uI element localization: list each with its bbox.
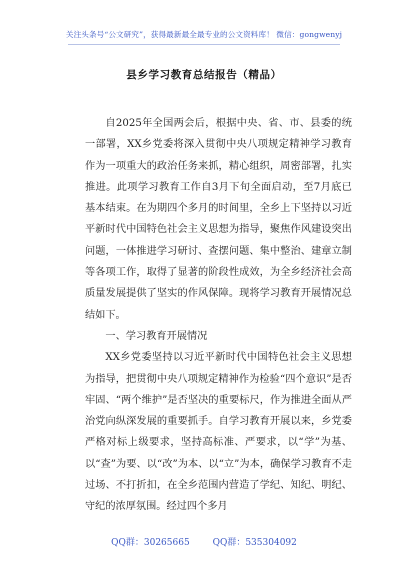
section-heading: 一、学习教育开展情况 (105, 330, 208, 342)
footer-qq-group-1: QQ群：30265665 (111, 538, 190, 548)
section-paragraph: XX乡党委坚持以习近平新时代中国特色社会主义思想为指导，把贯彻中央八项规定精神作为检验“四个意识”是否牢固、“两个维护”是否坚决的重要标尺，作为推进全面从严治党向纵深发展的重要抓手。自学习教育开展以来，乡党委严格对标上级要求，坚持高标准、严要求，以“学”为基、以“查”为要、以“改”为本、以“立”为本，确保学习教育不走过场、不打折扣，在全乡范围内营造了学纪、知纪、明纪、守纪的浓厚氛围。经过四个多月 (85, 352, 352, 513)
header-divider (68, 44, 340, 45)
footer-qq-group-2: QQ群：535304092 (212, 538, 297, 548)
header-banner: 关注头条号“公文研究”，获得最新最全最专业的公文资料库！ 微信：gongwenyj (65, 30, 343, 39)
footer-contact (0, 535, 408, 548)
intro-paragraph: 自2025年全国两会后，根据中央、省、市、县委的统一部署，XX乡党委将深入贯彻中央八项规定精神学习教育作为一项重大的政治任务来抓，精心组织，周密部署，扎实推进。此项学习教育工作自3月下旬全面启动，至7月底已基本结束。在为期四个多月的时间里，全乡上下坚持以习近平新时代中国特色社会主义思想为指导，聚焦作风建设突出问题，一体推进学习研讨、查摆问题、集中整治、建章立制等各项工作，取得了显著的阶段性成效，为全乡经济社会高质量发展提供了坚实的作风保障。现将学习教育开展情况总结如下。 (85, 118, 352, 321)
document-body (85, 113, 352, 518)
document-title: 县乡学习教育总结报告（精品） (126, 69, 282, 81)
